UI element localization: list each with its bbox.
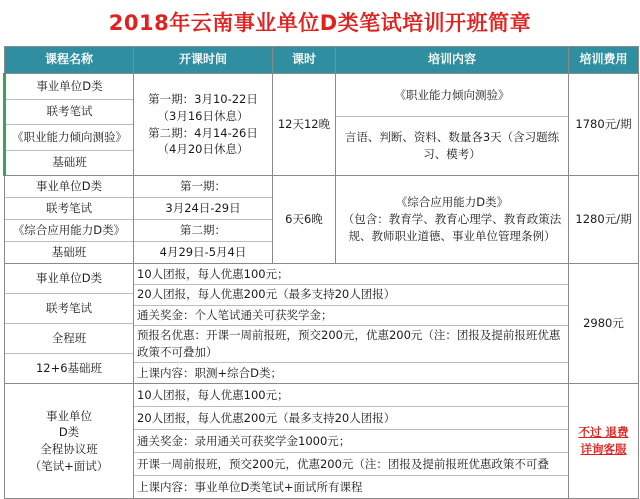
time-line: （4月20日休息） (157, 142, 249, 157)
header-start-time: 开课时间 (134, 47, 273, 74)
course-name-line: 联考笔试 (5, 293, 133, 323)
content-title: 《综合应用能力D类》 (395, 195, 509, 210)
refund-note[interactable]: 不过 退费 (578, 425, 629, 440)
course-name-line: 联考笔试 (5, 197, 133, 219)
promo-line: 20人团报，每人优惠200元（最多支持20人团报） (134, 284, 568, 305)
promo-line: 10人团报，每人优惠100元； (137, 387, 289, 402)
time-line: 第二期： (134, 219, 272, 241)
hours-cell: 6天6晚 (273, 176, 336, 264)
course-name-cell (5, 384, 134, 499)
course-name-line: D类 (58, 425, 80, 440)
course-name-cell (5, 264, 134, 384)
time-line: （3月16日休息） (157, 108, 249, 123)
promo-line: 10人团报，每人优惠100元； (137, 266, 289, 281)
course-name-line: 事业单位D类 (35, 179, 103, 194)
time-line: 第一期： (180, 179, 226, 194)
content-title: 《职业能力倾向测验》 (394, 87, 510, 102)
time-line: 第一期：3月10-22日 (148, 92, 258, 107)
promo-cell (134, 264, 569, 384)
fee-cell: 2980元 (569, 264, 639, 384)
content-detail: （包含：教育学、教育心理学、教育政策法规、教师职业道德、事业单位管理条例） (342, 212, 562, 243)
promo-line: 上课内容：事业单位D类笔试+面试所有课程 (134, 475, 568, 498)
header-hours: 课时 (273, 47, 336, 74)
time-line: 第二期：4月14-26日 (148, 125, 258, 140)
promo-cell (134, 384, 569, 499)
fee-cell: 1780元/期 (569, 74, 639, 176)
promo-line: 通关奖金：录用通关可获奖学金1000元； (134, 429, 568, 452)
table-header-row (5, 47, 639, 74)
course-name-cell (5, 74, 134, 176)
time-line: 4月29日-5月4日 (134, 241, 272, 263)
header-course-name: 课程名称 (5, 47, 134, 74)
start-time-cell (134, 74, 273, 176)
course-name-line: 全程班 (5, 323, 133, 353)
course-table (3, 46, 639, 499)
time-line: 3月24日-29日 (134, 197, 272, 219)
course-name-line: 事业单位 (46, 408, 92, 423)
content-cell (336, 176, 569, 264)
hours-cell: 12天12晚 (273, 74, 336, 176)
page-title: 2018年云南事业单位D类笔试培训开班简章 (108, 11, 532, 35)
content-detail: 言语、判断、资料、数量各3天（含习题练习、模考） (336, 116, 568, 175)
start-time-cell (134, 176, 273, 264)
course-name-line: 全程协议班 (40, 442, 98, 456)
course-name-line: 基础班 (5, 241, 133, 263)
promo-line: 通关奖金：个人笔试通关可获奖学金； (134, 305, 568, 326)
header-content: 培训内容 (336, 47, 569, 74)
promo-line: 20人团报，每人优惠200元（最多支持20人团报） (134, 406, 568, 429)
course-name-line: 基础班 (6, 150, 133, 176)
course-name-line: 事业单位D类 (35, 271, 103, 286)
course-name-line: 12+6基础班 (5, 353, 133, 383)
promo-line: 开课一周前报班，预交200元，优惠200元（注：团报及提前报班优惠政策不可叠 (134, 452, 568, 475)
table-row (5, 264, 639, 384)
header-fee: 培训费用 (569, 47, 639, 74)
table-row (5, 74, 639, 176)
fee-cell (569, 384, 639, 499)
promo-line: 上课内容：职测+综合D类； (134, 362, 568, 383)
content-cell (336, 74, 569, 176)
table-row (5, 176, 639, 264)
course-name-line: （笔试+面试） (29, 458, 109, 473)
course-name-line: 联考笔试 (6, 99, 133, 125)
course-name-line: 事业单位D类 (36, 78, 103, 93)
table-row (5, 384, 639, 499)
course-name-line: 《综合应用能力D类》 (5, 219, 133, 241)
course-name-cell (5, 176, 134, 264)
promo-line: 预报名优惠：开课一周前报班，预交200元，优惠200元（注：团报及提前报班优惠政策不可叠加） (134, 325, 568, 362)
consult-note[interactable]: 详询客服 (580, 442, 627, 456)
course-name-line: 《职业能力倾向测验》 (6, 124, 133, 150)
fee-cell: 1280元/期 (569, 176, 639, 264)
